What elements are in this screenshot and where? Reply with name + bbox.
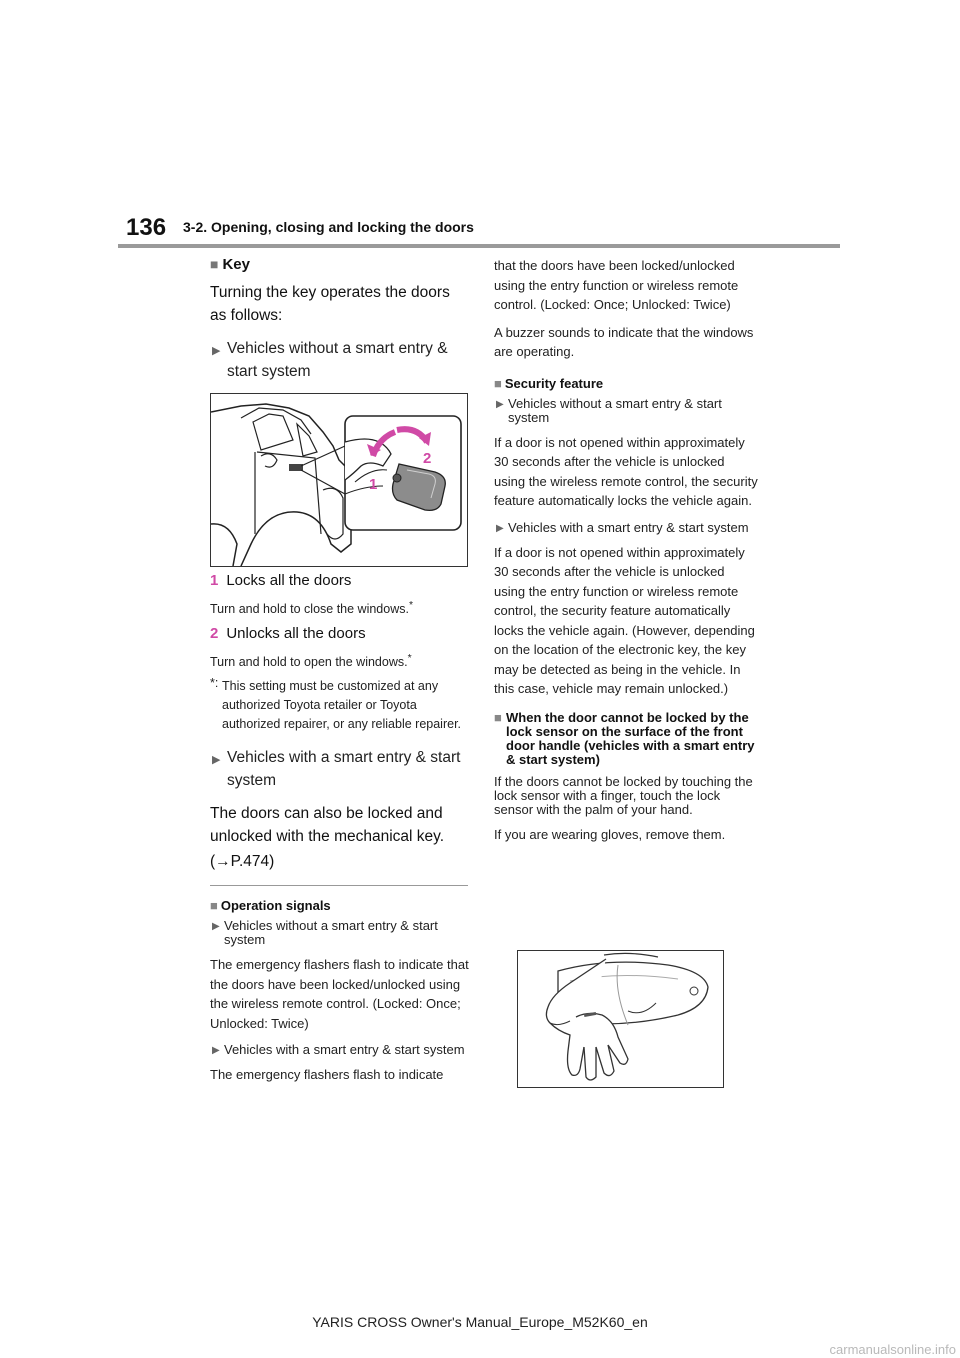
op-without-smart-item: ▶ Vehicles without a smart entry & start system (212, 918, 438, 947)
right-column (494, 256, 758, 850)
sec-without-smart-item: ▶ Vehicles without a smart entry & start system (496, 395, 722, 425)
step-1-note: Turn and hold to close the windows.* (210, 600, 414, 617)
callout-1: 1 (369, 476, 378, 493)
car-door-key-illustration (211, 394, 467, 566)
with-smart-entry-item: ▶ Vehicles with a smart entry & start system (212, 749, 461, 790)
op-with-smart-text-cont: that the doors have been locked/unlocked using the entry function or wireless remote control. (Locked: Once; Unlocked: Twice) (494, 258, 739, 312)
triangle-bullet-icon: ▶ (496, 522, 504, 534)
buzzer-text: A buzzer sounds to indicate that the windows are operating. (494, 324, 754, 359)
step-2-note: Turn and hold to open the windows.* (210, 653, 412, 670)
key-turning-figure (210, 393, 468, 567)
step-1: 1 Locks all the doors (210, 572, 352, 589)
without-smart-entry-item: ▶ Vehicles without a smart entry & start system (212, 340, 448, 380)
palm-on-handle-illustration (518, 951, 723, 1087)
triangle-bullet-icon: ▶ (212, 754, 221, 767)
square-bullet-icon: ■ (210, 898, 218, 913)
cannot-lock-heading: ■ When the door cannot be locked by the lock sensor on the surface of the front door handle (vehicles with a smart entry & start system) (494, 709, 755, 767)
key-intro: Turning the key operates the doors as follows: (210, 284, 450, 324)
op-with-smart-text-start: The emergency flashers flash to indicate (210, 1067, 444, 1082)
square-bullet-icon: ■ (210, 256, 219, 272)
security-feature-heading: ■ Security feature (494, 375, 604, 391)
door-handle-figure (517, 950, 724, 1088)
op-with-smart-item: ▶ Vehicles with a smart entry & start system (212, 1042, 465, 1057)
square-bullet-icon: ■ (494, 709, 502, 725)
section-title: 3-2. Opening, closing and locking the doors (183, 219, 474, 235)
section-divider (210, 885, 468, 886)
header-rule (118, 244, 840, 248)
mechanical-key-ref: (→P.474) (210, 853, 275, 871)
sec-with-smart-text: If a door is not opened within approximately 30 seconds after the vehicle is unlocked using the entry function or wireless remote control, the security feature automatically locks the vehicle again. (However, depending on the location of the electronic key, the key may be detected as being in the vehicle. In this case, vehicle may remain unlocked.) (494, 544, 755, 696)
watermark: carmanualsonline.info (829, 1342, 956, 1357)
sec-with-smart-item: ▶ Vehicles with a smart entry & start system (496, 519, 749, 535)
operation-signals-heading: ■ Operation signals (210, 898, 331, 913)
step-2: 2 Unlocks all the doors (210, 625, 366, 643)
sec-without-smart-text: If a door is not opened within approximately 30 seconds after the vehicle is unlocked using the wireless remote control, the security feature automatically locks the vehicle again. (494, 434, 758, 508)
mechanical-key-text: The doors can also be locked and unlocked with the mechanical key. (210, 805, 445, 846)
triangle-bullet-icon: ▶ (212, 345, 221, 357)
key-heading: ■ Key (210, 256, 250, 273)
square-bullet-icon: ■ (494, 375, 502, 391)
page-number: 136 (126, 214, 167, 241)
gloves-text: If you are wearing gloves, remove them. (494, 826, 726, 842)
footnote: *: This setting must be customized at any authorized Toyota retailer or Toyota authorized repairer, or any reliable repairer. (210, 676, 462, 732)
left-column-lower (210, 888, 470, 1091)
callout-2: 2 (423, 450, 432, 467)
triangle-bullet-icon: ▶ (496, 398, 504, 410)
triangle-bullet-icon: ▶ (212, 1045, 220, 1056)
op-without-smart-text: The emergency flashers flash to indicate that the doors have been locked/unlocked using the wireless remote control. (Locked: Once; Unlocked: Twice) (210, 957, 469, 1031)
cannot-lock-text: If the doors cannot be locked by touching the lock sensor with a finger, touch the lock sensor with the palm of your hand. (494, 773, 753, 817)
left-column (210, 256, 470, 883)
manual-footer: YARIS CROSS Owner's Manual_Europe_M52K60_en (312, 1314, 648, 1330)
triangle-bullet-icon: ▶ (212, 921, 220, 932)
